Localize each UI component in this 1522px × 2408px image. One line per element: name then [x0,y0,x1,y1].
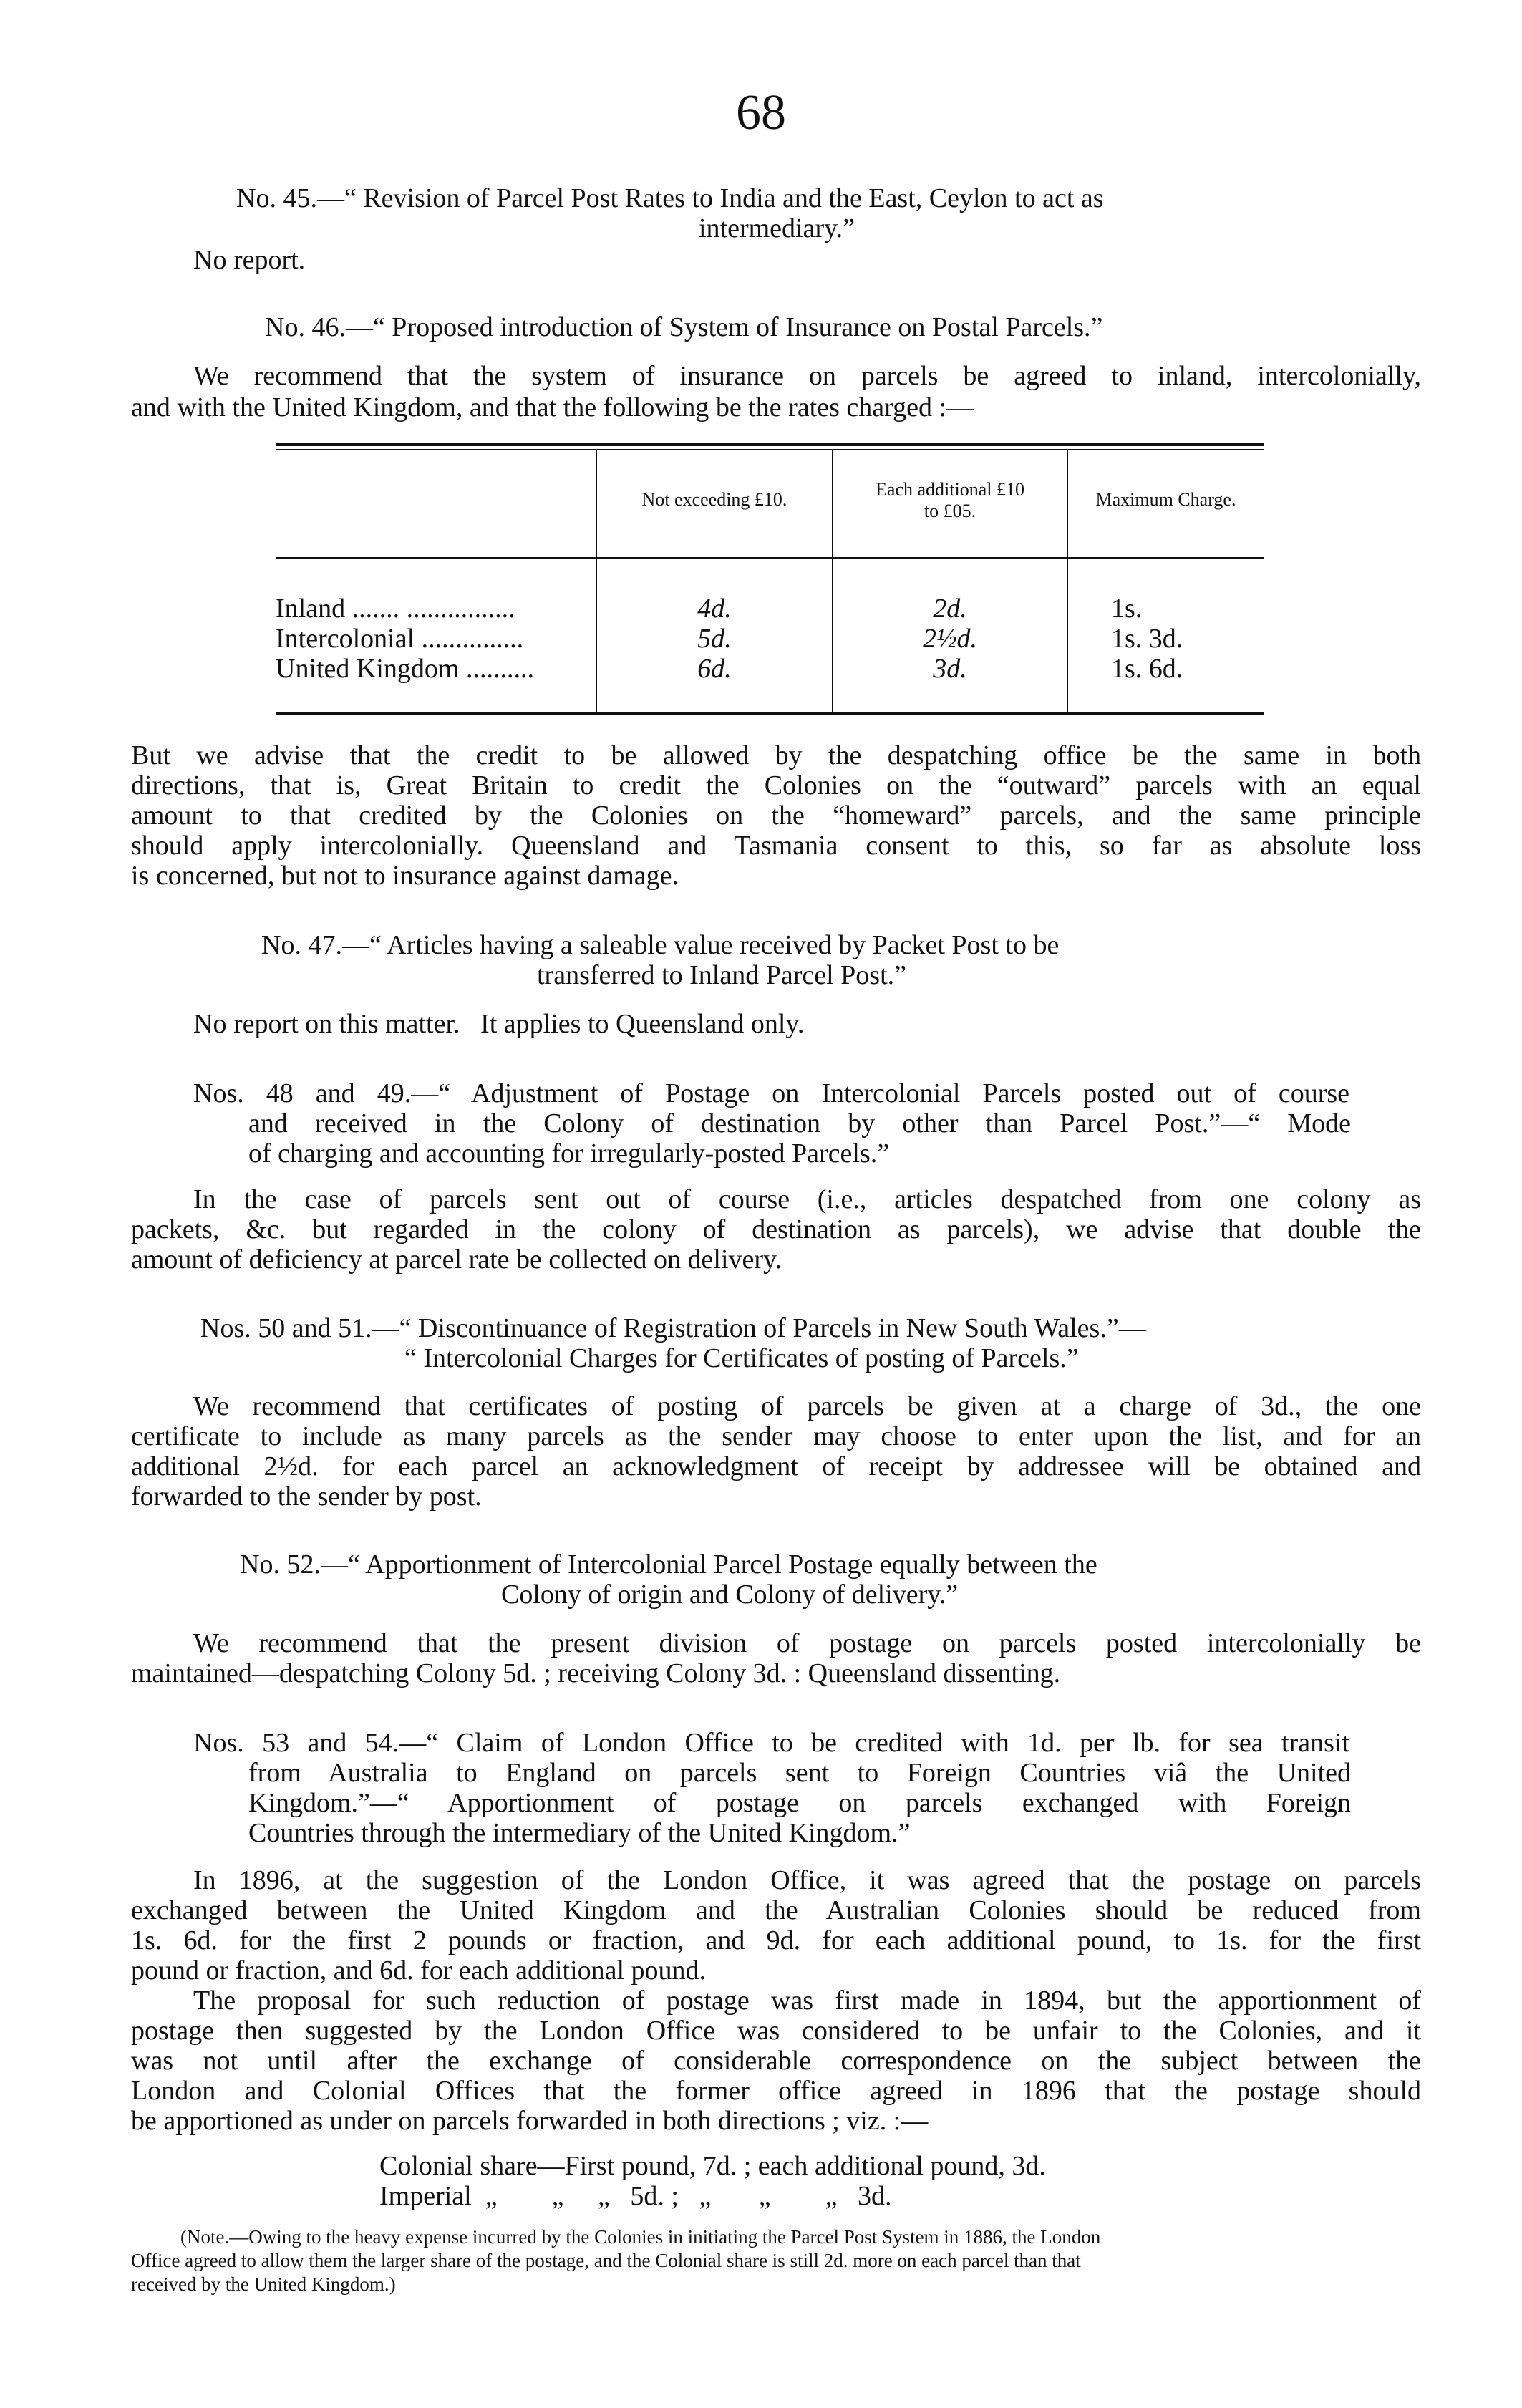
table-top-rule [276,443,1264,446]
note-line: (Note.—Owing to the heavy expense incurred by the Colonies in initiating the Parcel Post System in 1886, the London [180,2226,1101,2248]
col-header-maximum-charge: Maximum Charge. [1095,489,1236,510]
item-48-heading-line: and received in the Colony of destination by other than Parcel Post.”—“ Mode [248,1108,1351,1138]
item-48-paragraph-line: amount of deficiency at parcel rate be collected on delivery. [131,1244,782,1275]
item-45-heading-line-2: intermediary.” [698,213,855,243]
item-53-paragraph-2-line: The proposal for such reduction of postage was first made in 1894, but the apportionment of [193,1986,1421,2016]
item-50-paragraph-line: additional 2½d. for each parcel an acknowledgment of receipt by addressee will be obtained and [131,1451,1421,1481]
table-row-label: Intercolonial ............... [276,624,524,654]
item-53-heading-line: Kingdom.”—“ Apportionment of postage on parcels exchanged with Foreign [248,1788,1351,1818]
colonial-share-line: Colonial share—First pound, 7d. ; each additional pound, 3d. [379,2151,1046,2181]
item-48-paragraph-line: In the case of parcels sent out of course (i.e., articles despatched from one colony as [193,1184,1421,1214]
table-cell: 3d. [933,654,967,684]
table-cell: 5d. [697,624,732,654]
table-bottom-rule [276,712,1264,715]
item-53-paragraph-2-line: postage then suggested by the London Office was considered to be unfair to the Colonies, and it [131,2016,1421,2046]
item-47-report: No report on this matter. It applies to Queensland only. [193,1009,805,1039]
item-45-heading-line-1: No. 45.—“ Revision of Parcel Post Rates to India and the East, Ceylon to act as [236,183,1104,213]
item-52-paragraph-line: maintained—despatching Colony 5d. ; receiving Colony 3d. : Queensland dissenting. [131,1658,1061,1688]
after-table-line: should apply intercolonially. Queensland and Tasmania consent to this, so far as absolute loss [131,831,1421,861]
item-53-paragraph-1-line: pound or fraction, and 6d. for each additional pound. [131,1955,707,1986]
item-50-heading-line-2: “ Intercolonial Charges for Certificates of posting of Parcels.” [404,1343,1079,1373]
after-table-line: amount to that credited by the Colonies on the “homeward” parcels, and the same principle [131,801,1421,831]
item-53-heading-line: Countries through the intermediary of the United Kingdom.” [248,1818,911,1848]
page-number: 68 [736,85,786,140]
table-row-label: Inland ....... ................ [276,594,515,624]
item-53-heading-line: from Australia to England on parcels sent to Foreign Countries viâ the United [248,1758,1351,1788]
item-53-paragraph-2-line: London and Colonial Offices that the former office agreed in 1896 that the postage should [131,2076,1421,2106]
after-table-line: directions, that is, Great Britain to credit the Colonies on the “outward” parcels with an equal [131,770,1421,801]
item-48-paragraph-line: packets, &c. but regarded in the colony of destination as parcels), we advise that double the [131,1214,1421,1244]
item-53-paragraph-1-line: 1s. 6d. for the first 2 pounds or fraction, and 9d. for each additional pound, to 1s. for the first [131,1925,1421,1955]
table-cell: 1s. 6d. [1111,654,1183,684]
insurance-rate-table [276,439,1264,717]
after-table-line: But we advise that the credit to be allowed by the despatching office be the same in both [131,740,1421,770]
item-53-heading-line: Nos. 53 and 54.—“ Claim of London Office to be credited with 1d. per lb. for sea transit [193,1728,1349,1758]
table-cell: 6d. [697,654,732,684]
item-47-heading-line-2: transferred to Inland Parcel Post.” [537,960,906,990]
item-53-paragraph-2-line: was not until after the exchange of considerable correspondence on the subject between the [131,2046,1421,2076]
table-cell: 4d. [697,594,732,624]
item-46-heading: No. 46.—“ Proposed introduction of System of Insurance on Postal Parcels.” [265,312,1103,342]
table-cell: 1s. [1111,594,1143,624]
item-45-report: No report. [193,245,306,275]
after-table-line: is concerned, but not to insurance against damage. [131,861,679,891]
item-52-heading-line-2: Colony of origin and Colony of delivery.” [501,1580,959,1610]
item-53-paragraph-2-line: be apportioned as under on parcels forwarded in both directions ; viz. :— [131,2106,929,2136]
header-rule [276,557,1264,559]
item-46-paragraph-line-1: We recommend that the system of insurance on parcels be agreed to inland, intercolonially, [193,361,1421,391]
table-cell: 2½d. [923,624,977,654]
item-46-paragraph-line-2: and with the United Kingdom, and that the following be the rates charged :— [131,392,974,422]
note-line: received by the United Kingdom.) [131,2273,396,2295]
table-cell: 2d. [933,594,967,624]
item-48-heading-line: Nos. 48 and 49.—“ Adjustment of Postage on Intercolonial Parcels posted out of course [193,1078,1349,1108]
item-52-heading-line-1: No. 52.—“ Apportionment of Intercolonial Parcel Postage equally between the [240,1549,1097,1580]
item-50-paragraph-line: We recommend that certificates of posting of parcels be given at a charge of 3d., the one [193,1391,1421,1421]
item-47-heading-line-1: No. 47.—“ Articles having a saleable value received by Packet Post to be [261,930,1060,960]
col-header-each-additional: Each additional £10 to £05. [876,479,1024,521]
item-48-heading-line: of charging and accounting for irregularly-posted Parcels.” [248,1138,890,1169]
table-top-rule-thin [276,449,1264,450]
imperial-share-line: Imperial „ „ „ 5d. ; „ „ „ 3d. [379,2181,892,2211]
item-53-paragraph-1-line: In 1896, at the suggestion of the London Office, it was agreed that the postage on parcels [193,1865,1421,1895]
note-line: Office agreed to allow them the larger share of the postage, and the Colonial share is still 2d. more on each parcel than that [131,2250,1081,2271]
item-50-paragraph-line: certificate to include as many parcels as the sender may choose to enter upon the list, and for an [131,1421,1421,1451]
col-header-not-exceeding: Not exceeding £10. [641,489,787,510]
item-52-paragraph-line: We recommend that the present division of postage on parcels posted intercolonially be [193,1628,1421,1658]
item-50-heading-line-1: Nos. 50 and 51.—“ Discontinuance of Registration of Parcels in New South Wales.”— [200,1313,1146,1343]
table-cell: 1s. 3d. [1111,624,1183,654]
item-53-paragraph-1-line: exchanged between the United Kingdom and the Australian Colonies should be reduced from [131,1895,1421,1925]
item-50-paragraph-line: forwarded to the sender by post. [131,1481,482,1512]
table-row-label: United Kingdom .......... [276,654,534,684]
